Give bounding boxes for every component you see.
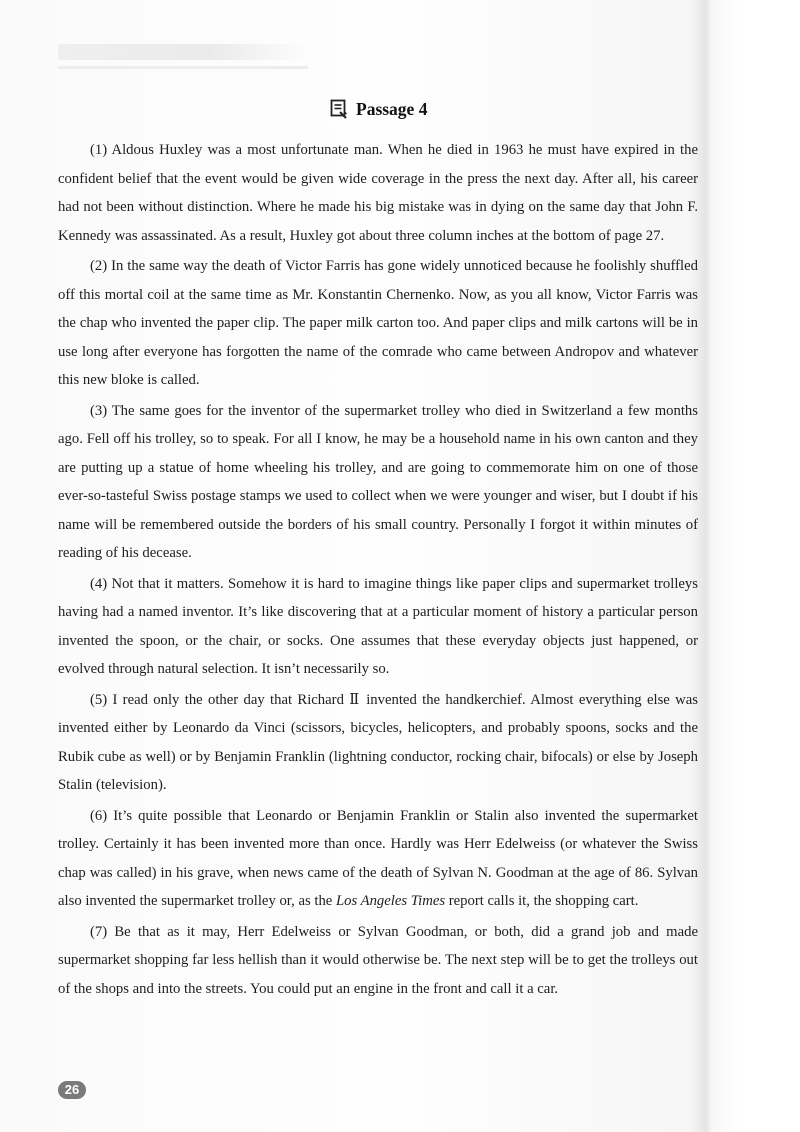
passage-header xyxy=(330,96,427,122)
passage-title: Passage 4 xyxy=(356,98,428,119)
bleed-through-header xyxy=(58,44,308,60)
paragraph-5: (5) I read only the other day that Richard Ⅱ invented the handkerchief. Almost everything else was invented either by Leonardo da Vinci (scissors, bicycles, helicopters, and probably spoons, socks and the Rubik cube as well) or by Benjamin Franklin (lightning conductor, rocking chair, bifocals) or else by Joseph Stalin (television). xyxy=(58,691,698,793)
document-icon xyxy=(330,99,348,119)
paragraph-6 xyxy=(58,802,698,916)
paragraph-1: (1) Aldous Huxley was a most unfortunate man. When he died in 1963 he must have expired in the confident belief that the event would be given wide coverage in the press the next day. After all, his career had not been without distinction. Where he made his big mistake was in dying on the same day that John F. Kennedy was assassinated. As a result, Huxley got about three column inches at the bottom of page 27. xyxy=(58,142,698,244)
bleed-through-rule xyxy=(58,66,308,69)
paragraph-7: (7) Be that as it may, Herr Edelweiss or Sylvan Goodman, or both, did a grand job and made supermarket shopping far less hellish than it would otherwise be. The next step will be to get the trolleys out of the shops and into the streets. You could put an engine in the front and call it a car. xyxy=(58,923,698,997)
paragraph-3: (3) The same goes for the inventor of the supermarket trolley who died in Switzerland a few months ago. Fell off his trolley, so to speak. For all I know, he may be a household name in his own canton and they are putting up a statue of home wheeling his trolley, and are going to commemorate him on one of those ever-so-tasteful Swiss postage stamps we used to collect when we were younger and wiser, but I doubt if his name will be remembered outside the borders of his small country. Personally I forgot it within minutes of reading of his decease. xyxy=(58,402,698,561)
passage-body xyxy=(58,136,698,1005)
publication-name: Los Angeles Times xyxy=(335,893,446,909)
paragraph-4: (4) Not that it matters. Somehow it is hard to imagine things like paper clips and supermarket trolleys having had a named inventor. It’s like discovering that at a particular moment of history a particular person invented the spoon, or the chair, or socks. One assumes that these everyday objects just happened, or evolved through natural selection. It isn’t necessarily so. xyxy=(58,575,698,677)
paragraph-2: (2) In the same way the death of Victor Farris has gone widely unnoticed because he foolishly shuffled off this mortal coil at the same time as Mr. Konstantin Chernenko. Now, as you all know, Victor Farris was the chap who invented the paper clip. The paper milk carton too. And paper clips and milk cartons will be in use long after everyone has forgotten the name of the comrade who came between Andropov and whatever this new bloke is called. xyxy=(58,258,698,388)
paragraph-6-text-before: (6) It’s quite possible that Leonardo or Benjamin Franklin or Stalin also invented the supermarket trolley. Certainly it has been invented more than once. Hardly was Herr Edelweiss (or whatever the Swiss chap was called) in his grave, when news came of the death of Sylvan N. Goodman at the age of 86. Sylvan also invented the supermarket trolley or, as the xyxy=(58,807,698,909)
paragraph-6-text-after: report calls it, the shopping cart. xyxy=(445,893,639,909)
page-number-badge: 26 xyxy=(58,1081,86,1099)
